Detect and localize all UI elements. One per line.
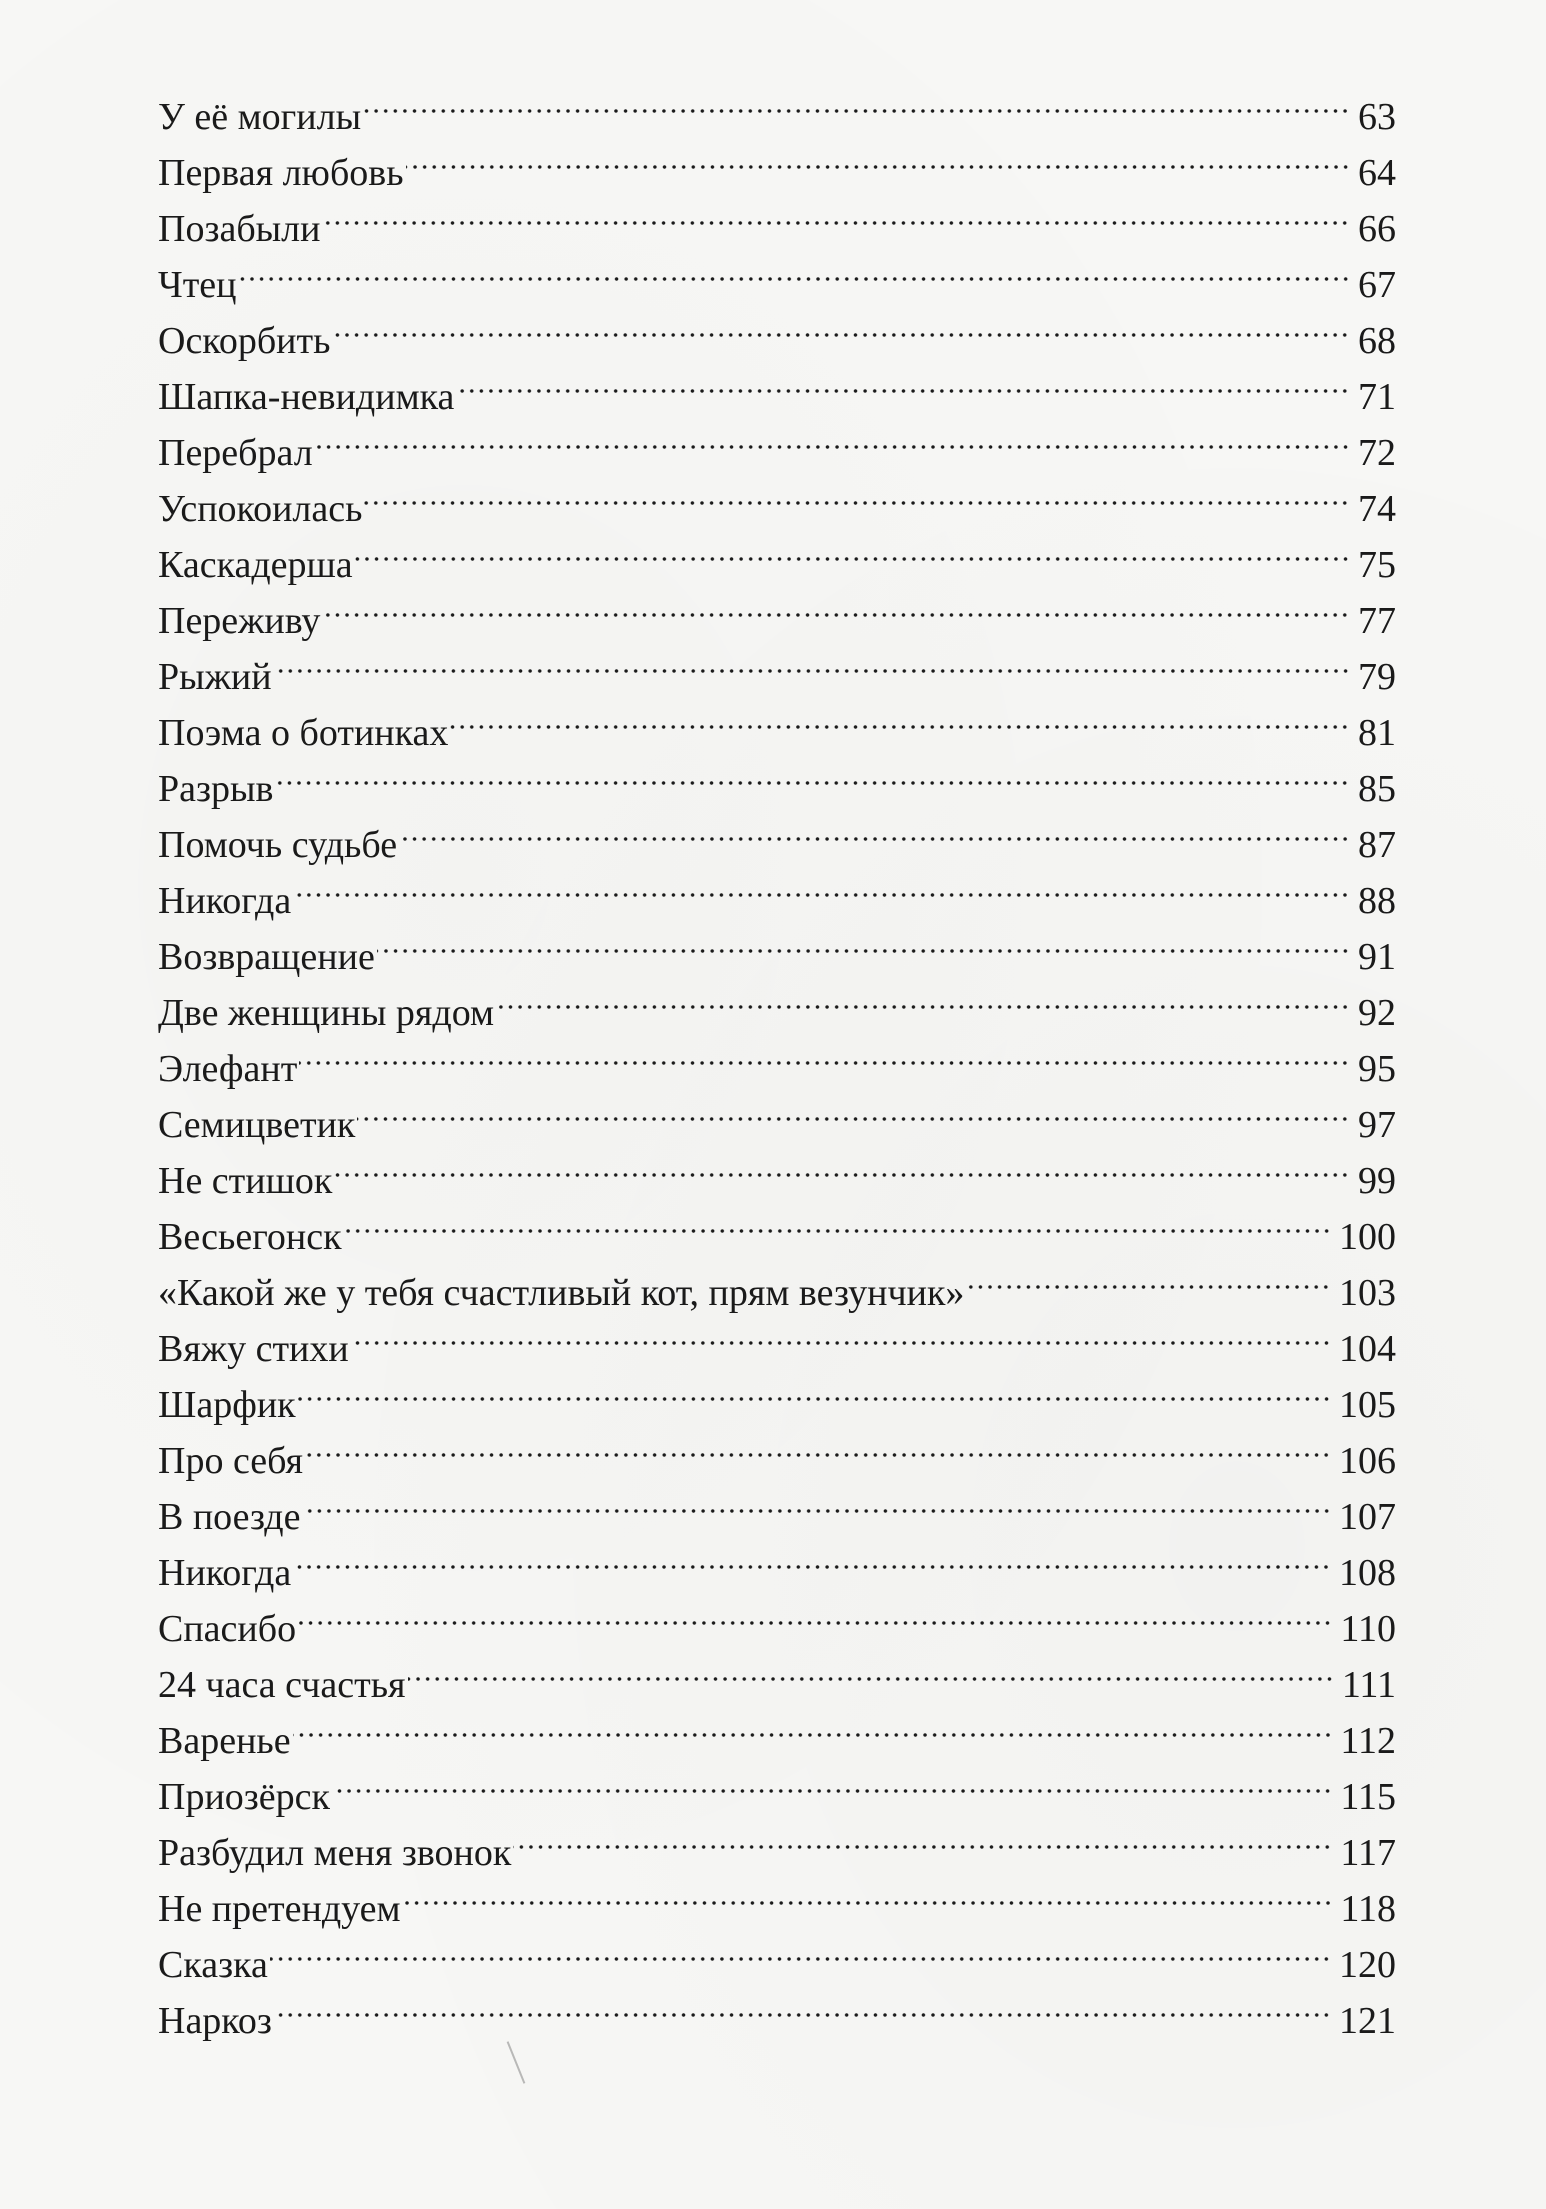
toc-entry-title: Не стишок <box>158 1160 333 1202</box>
dot-leader <box>406 129 1350 185</box>
toc-entry-title: Разбудил меня звонок <box>158 1832 512 1874</box>
toc-entry-title: Никогда <box>158 1552 292 1594</box>
toc-entry <box>158 409 1396 474</box>
toc-entry-page: 81 <box>1358 712 1396 754</box>
dot-leader <box>315 409 1350 465</box>
toc-entry-page: 107 <box>1339 1496 1396 1538</box>
dot-leader <box>293 1697 1333 1753</box>
toc-entry <box>158 1753 1396 1818</box>
toc-entry <box>158 73 1396 138</box>
dot-leader <box>351 1305 1331 1361</box>
dot-leader <box>334 1137 1350 1193</box>
dot-leader <box>293 857 1350 913</box>
toc-entry <box>158 297 1396 362</box>
toc-entry <box>158 241 1396 306</box>
toc-entry-page: 79 <box>1358 656 1396 698</box>
toc-entry-title: Успокоилась <box>158 488 363 530</box>
dot-leader <box>966 1249 1331 1305</box>
dot-leader <box>344 1193 1331 1249</box>
toc-entry-page: 95 <box>1358 1048 1396 1090</box>
toc-entry <box>158 1809 1396 1874</box>
toc-entry <box>158 465 1396 530</box>
toc-entry-title: Позабыли <box>158 208 321 250</box>
toc-entry <box>158 185 1396 250</box>
toc-entry-page: 108 <box>1339 1552 1396 1594</box>
toc-entry-page: 110 <box>1340 1608 1396 1650</box>
toc-entry-page: 85 <box>1358 768 1396 810</box>
dot-leader <box>332 297 1350 353</box>
toc-entry-title: 24 часа счастья <box>158 1664 406 1706</box>
toc-entry-title: Каскадерша <box>158 544 353 586</box>
toc-entry-title: Рыжий <box>158 656 272 698</box>
dot-leader <box>332 1753 1332 1809</box>
dot-leader <box>270 1921 1331 1977</box>
toc-entry-page: 120 <box>1339 1944 1396 1986</box>
toc-entry-page: 104 <box>1339 1328 1396 1370</box>
toc-entry-title: Варенье <box>158 1720 291 1762</box>
toc-entry <box>158 745 1396 810</box>
dot-leader <box>377 913 1350 969</box>
toc-entry <box>158 801 1396 866</box>
toc-entry <box>158 1641 1396 1706</box>
toc-entry <box>158 1697 1396 1762</box>
toc-entry-page: 77 <box>1358 600 1396 642</box>
toc-entry-title: Приозёрск <box>158 1776 330 1818</box>
dot-leader <box>275 745 1350 801</box>
toc-entry <box>158 913 1396 978</box>
toc-entry-page: 64 <box>1358 152 1396 194</box>
toc-entry-page: 99 <box>1358 1160 1396 1202</box>
toc-entry-title: Переживу <box>158 600 321 642</box>
toc-entry <box>158 1081 1396 1146</box>
toc-entry-page: 111 <box>1341 1664 1396 1706</box>
toc-entry <box>158 1921 1396 1986</box>
toc-entry-title: Спасибо <box>158 1608 297 1650</box>
dot-leader <box>363 73 1350 129</box>
dot-leader <box>355 521 1350 577</box>
dot-leader <box>322 577 1350 633</box>
toc-entry-title: Не претендуем <box>158 1888 401 1930</box>
toc-entry <box>158 353 1396 418</box>
dot-leader <box>496 969 1350 1025</box>
dot-leader <box>274 1977 1331 2033</box>
toc-entry-title: Чтец <box>158 264 237 306</box>
toc-entry-title: Шапка-невидимка <box>158 376 455 418</box>
toc-entry-page: 91 <box>1358 936 1396 978</box>
toc-entry-page: 74 <box>1358 488 1396 530</box>
toc-entry <box>158 1249 1396 1314</box>
dot-leader <box>408 1641 1334 1697</box>
toc-entry-title: Две женщины рядом <box>158 992 495 1034</box>
toc-entry-page: 103 <box>1339 1272 1396 1314</box>
toc-entry <box>158 689 1396 754</box>
toc-entry <box>158 1137 1396 1202</box>
toc-entry-title: Вяжу стихи <box>158 1328 349 1370</box>
toc-entry <box>158 577 1396 642</box>
toc-entry-title: Сказка <box>158 1944 268 1986</box>
toc-entry-page: 66 <box>1358 208 1396 250</box>
toc-entry-page: 121 <box>1339 2000 1396 2042</box>
toc-entry-title: В поезде <box>158 1496 301 1538</box>
toc-entry-page: 112 <box>1340 1720 1396 1762</box>
toc-entry <box>158 1473 1396 1538</box>
toc-entry-title: Про себя <box>158 1440 304 1482</box>
toc-entry-title: Оскорбить <box>158 320 331 362</box>
paper-scratch-mark <box>507 2041 526 2083</box>
toc-entry-title: Перебрал <box>158 432 313 474</box>
toc-entry-page: 75 <box>1358 544 1396 586</box>
dot-leader <box>450 689 1350 745</box>
toc-entry <box>158 633 1396 698</box>
toc-entry-page: 87 <box>1358 824 1396 866</box>
toc-entry-page: 67 <box>1358 264 1396 306</box>
dot-leader <box>305 1417 1331 1473</box>
dot-leader <box>322 185 1350 241</box>
dot-leader <box>456 353 1350 409</box>
dot-leader <box>403 1865 1333 1921</box>
toc-entry-page: 63 <box>1358 96 1396 138</box>
dot-leader <box>298 1585 1332 1641</box>
dot-leader <box>303 1473 1332 1529</box>
toc-entry-page: 105 <box>1339 1384 1396 1426</box>
toc-entry-title: Элефант <box>158 1048 298 1090</box>
toc-entry-page: 117 <box>1340 1832 1396 1874</box>
toc-entry-title: Разрыв <box>158 768 274 810</box>
toc-entry <box>158 1025 1396 1090</box>
toc-entry <box>158 1417 1396 1482</box>
toc-entry-page: 118 <box>1340 1888 1396 1930</box>
toc-entry <box>158 1585 1396 1650</box>
dot-leader <box>513 1809 1332 1865</box>
toc-entry-title: Возвращение <box>158 936 375 978</box>
toc-entry-title: Шарфик <box>158 1384 296 1426</box>
toc-entry-title: Первая любовь <box>158 152 404 194</box>
dot-leader <box>274 633 1350 689</box>
toc-entry <box>158 1977 1396 2042</box>
dot-leader <box>399 801 1350 857</box>
toc-entry-title: Поэма о ботинках <box>158 712 449 754</box>
table-of-contents <box>158 73 1396 2042</box>
toc-entry-page: 68 <box>1358 320 1396 362</box>
toc-entry-title: У её могилы <box>158 96 362 138</box>
toc-entry-page: 100 <box>1339 1216 1396 1258</box>
dot-leader <box>357 1081 1350 1137</box>
toc-entry-page: 106 <box>1339 1440 1396 1482</box>
toc-entry-title: Весьегонск <box>158 1216 342 1258</box>
toc-entry-page: 92 <box>1358 992 1396 1034</box>
dot-leader <box>364 465 1350 521</box>
toc-entry-title: «Какой же у тебя счастливый кот, прям везунчик» <box>158 1272 965 1314</box>
toc-entry-title: Наркоз <box>158 2000 272 2042</box>
toc-entry-title: Семицветик <box>158 1104 356 1146</box>
toc-entry <box>158 1193 1396 1258</box>
dot-leader <box>293 1529 1331 1585</box>
dot-leader <box>239 241 1350 297</box>
toc-entry <box>158 1529 1396 1594</box>
book-page <box>158 73 1396 2042</box>
toc-entry-page: 115 <box>1340 1776 1396 1818</box>
toc-entry-page: 97 <box>1358 1104 1396 1146</box>
toc-entry-page: 71 <box>1358 376 1396 418</box>
dot-leader <box>299 1025 1350 1081</box>
toc-entry <box>158 1361 1396 1426</box>
toc-entry-page: 88 <box>1358 880 1396 922</box>
toc-entry <box>158 857 1396 922</box>
toc-entry-title: Помочь судьбе <box>158 824 398 866</box>
dot-leader <box>298 1361 1331 1417</box>
toc-entry-page: 72 <box>1358 432 1396 474</box>
toc-entry-title: Никогда <box>158 880 292 922</box>
